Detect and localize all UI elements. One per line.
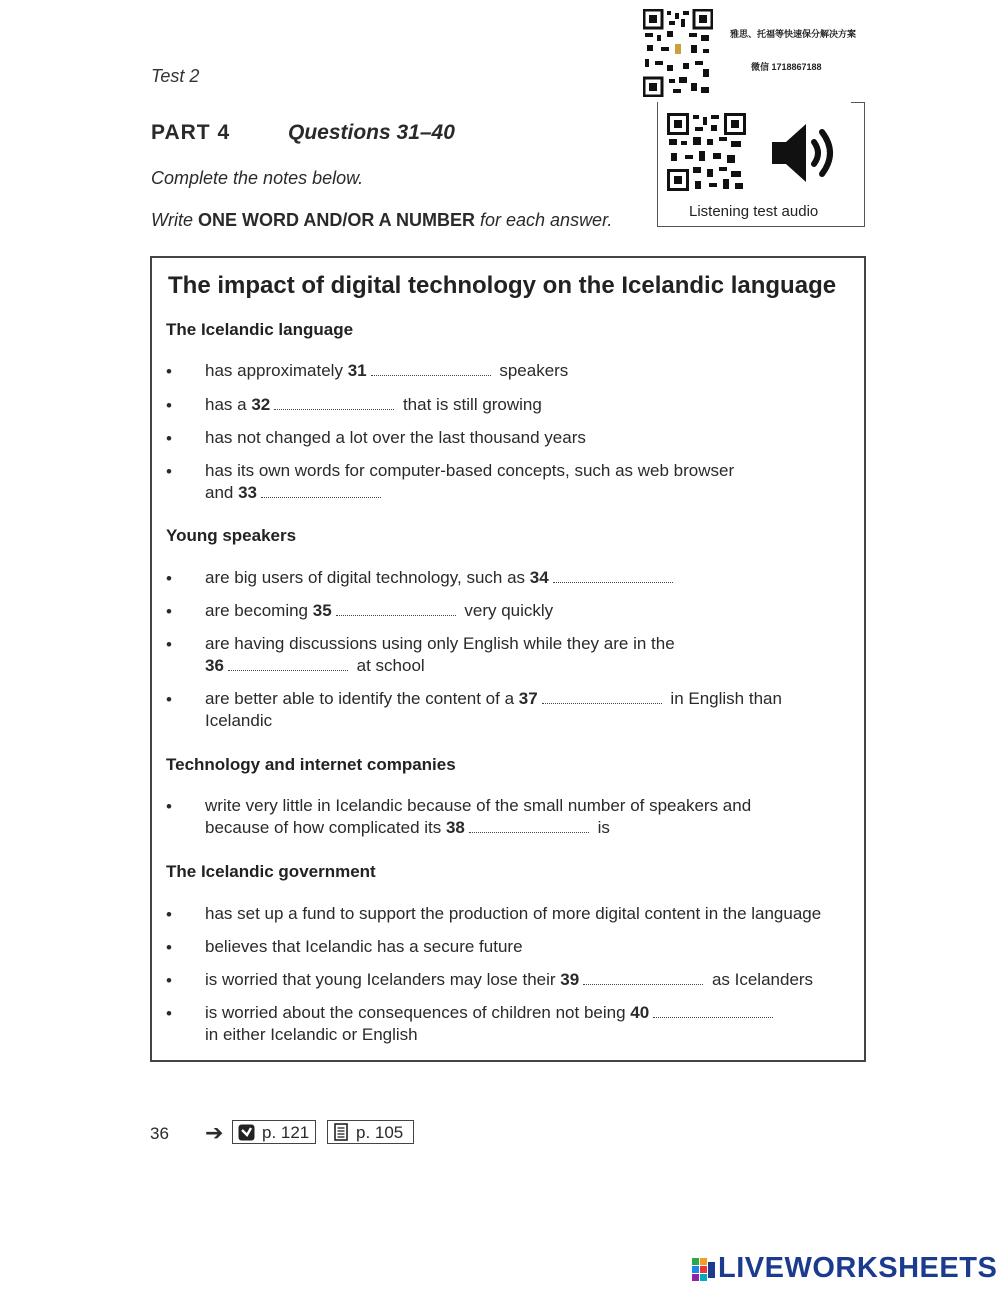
list-item bbox=[205, 969, 813, 991]
item-text: at school bbox=[351, 656, 425, 675]
question-number: 34 bbox=[529, 568, 549, 587]
speaker-icon[interactable] bbox=[770, 120, 842, 186]
answer-key-reference[interactable] bbox=[232, 1120, 316, 1144]
list-item bbox=[205, 1002, 777, 1046]
item-text: is worried about the consequences of children not being bbox=[205, 1003, 631, 1022]
question-number: 32 bbox=[251, 395, 271, 414]
list-item bbox=[205, 688, 782, 732]
item-text: has its own words for computer-based concepts, such as web browser bbox=[205, 461, 735, 480]
bullet: • bbox=[166, 971, 172, 990]
list-item bbox=[205, 600, 553, 622]
bullet: • bbox=[166, 362, 172, 381]
question-number: 40 bbox=[630, 1003, 650, 1022]
bullet: • bbox=[166, 797, 172, 816]
liveworksheets-logo-icon bbox=[692, 1258, 716, 1282]
answer-blank-39[interactable] bbox=[583, 972, 703, 985]
list-item bbox=[205, 633, 675, 677]
bullet: • bbox=[166, 938, 172, 957]
item-text: are big users of digital technology, such as bbox=[205, 568, 530, 587]
arrow-icon: ➔ bbox=[205, 1120, 224, 1145]
liveworksheets-brand[interactable]: LIVEWORKSHEETS bbox=[718, 1252, 998, 1284]
promo-line-2: 微信 1718867188 bbox=[751, 62, 822, 72]
instruction-text: for each answer. bbox=[475, 210, 613, 230]
question-number: 35 bbox=[312, 601, 332, 620]
bullet: • bbox=[166, 429, 172, 448]
page-number: 36 bbox=[150, 1124, 169, 1143]
audio-panel-border bbox=[851, 102, 865, 103]
item-text: has not changed a lot over the last thousand years bbox=[205, 428, 586, 447]
answer-blank-34[interactable] bbox=[553, 570, 673, 583]
answer-blank-33[interactable] bbox=[261, 485, 381, 498]
item-text: believes that Icelandic has a secure future bbox=[205, 937, 523, 956]
answer-blank-31[interactable] bbox=[371, 363, 491, 376]
item-text: are having discussions using only English while they are in the bbox=[205, 634, 675, 653]
question-number: 31 bbox=[347, 361, 367, 380]
bullet: • bbox=[166, 1004, 172, 1023]
item-text: is worried that young Icelanders may lose their bbox=[205, 970, 561, 989]
answer-blank-32[interactable] bbox=[274, 397, 394, 410]
item-text: as Icelanders bbox=[707, 970, 814, 989]
list-item bbox=[205, 567, 677, 589]
instruction-text: Write bbox=[151, 210, 198, 230]
bullet: • bbox=[166, 635, 172, 654]
transcript-reference[interactable] bbox=[327, 1120, 414, 1144]
list-item bbox=[205, 795, 751, 839]
bullet: • bbox=[166, 396, 172, 415]
audio-caption: Listening test audio bbox=[689, 203, 819, 220]
list-item bbox=[205, 460, 734, 504]
answer-blank-37[interactable] bbox=[542, 691, 662, 704]
question-number: 38 bbox=[445, 818, 465, 837]
item-text: very quickly bbox=[459, 601, 554, 620]
answer-key-icon bbox=[238, 1124, 255, 1141]
transcript-page: p. 105 bbox=[356, 1123, 404, 1142]
item-text: that is still growing bbox=[398, 395, 542, 414]
notes-title: The impact of digital technology on the Icelandic language bbox=[168, 272, 837, 299]
answer-blank-40[interactable] bbox=[653, 1005, 773, 1018]
item-text: are better able to identify the content of a bbox=[205, 689, 519, 708]
section-heading: The Icelandic language bbox=[166, 320, 354, 339]
item-text: Icelandic bbox=[205, 711, 273, 730]
item-text: has set up a fund to support the production of more digital content in the language bbox=[205, 904, 822, 923]
bullet: • bbox=[166, 462, 172, 481]
item-text: is bbox=[592, 818, 610, 837]
question-number: 33 bbox=[238, 483, 258, 502]
item-text: speakers bbox=[494, 361, 569, 380]
item-text: in either Icelandic or English bbox=[205, 1025, 418, 1044]
promo-qr-code bbox=[643, 9, 713, 97]
item-text: and bbox=[205, 483, 239, 502]
bullet: • bbox=[166, 602, 172, 621]
test-label: Test 2 bbox=[151, 66, 200, 86]
answer-key-page: p. 121 bbox=[262, 1123, 310, 1142]
item-text: are becoming bbox=[205, 601, 313, 620]
list-item bbox=[205, 394, 542, 416]
instruction-complete: Complete the notes below. bbox=[151, 168, 364, 188]
bullet: • bbox=[166, 569, 172, 588]
section-heading: Young speakers bbox=[166, 526, 297, 545]
audio-qr-code[interactable] bbox=[667, 113, 746, 191]
list-item bbox=[205, 936, 523, 958]
instruction-bold: ONE WORD AND/OR A NUMBER bbox=[198, 210, 475, 230]
section-heading: The Icelandic government bbox=[166, 862, 376, 881]
transcript-icon bbox=[334, 1123, 348, 1141]
list-item bbox=[205, 427, 586, 449]
answer-blank-38[interactable] bbox=[469, 820, 589, 833]
question-number: 37 bbox=[518, 689, 538, 708]
list-item bbox=[205, 903, 821, 925]
item-text: has approximately bbox=[205, 361, 348, 380]
item-text: has a bbox=[205, 395, 252, 414]
question-number: 36 bbox=[205, 656, 224, 675]
question-number: 39 bbox=[560, 970, 580, 989]
part-heading: PART 4 bbox=[151, 121, 231, 144]
answer-blank-36[interactable] bbox=[228, 658, 348, 671]
item-text: in English than bbox=[665, 689, 782, 708]
item-text: because of how complicated its bbox=[205, 818, 446, 837]
answer-blank-35[interactable] bbox=[336, 603, 456, 616]
instruction-word-limit bbox=[151, 210, 612, 231]
bullet: • bbox=[166, 905, 172, 924]
list-item bbox=[205, 360, 568, 382]
section-heading: Technology and internet companies bbox=[166, 755, 456, 774]
item-text: write very little in Icelandic because of the small number of speakers and bbox=[205, 796, 752, 815]
questions-range: Questions 31–40 bbox=[288, 121, 455, 144]
bullet: • bbox=[166, 690, 172, 709]
promo-line-1: 雅思、托福等快速保分解决方案 bbox=[730, 29, 857, 39]
